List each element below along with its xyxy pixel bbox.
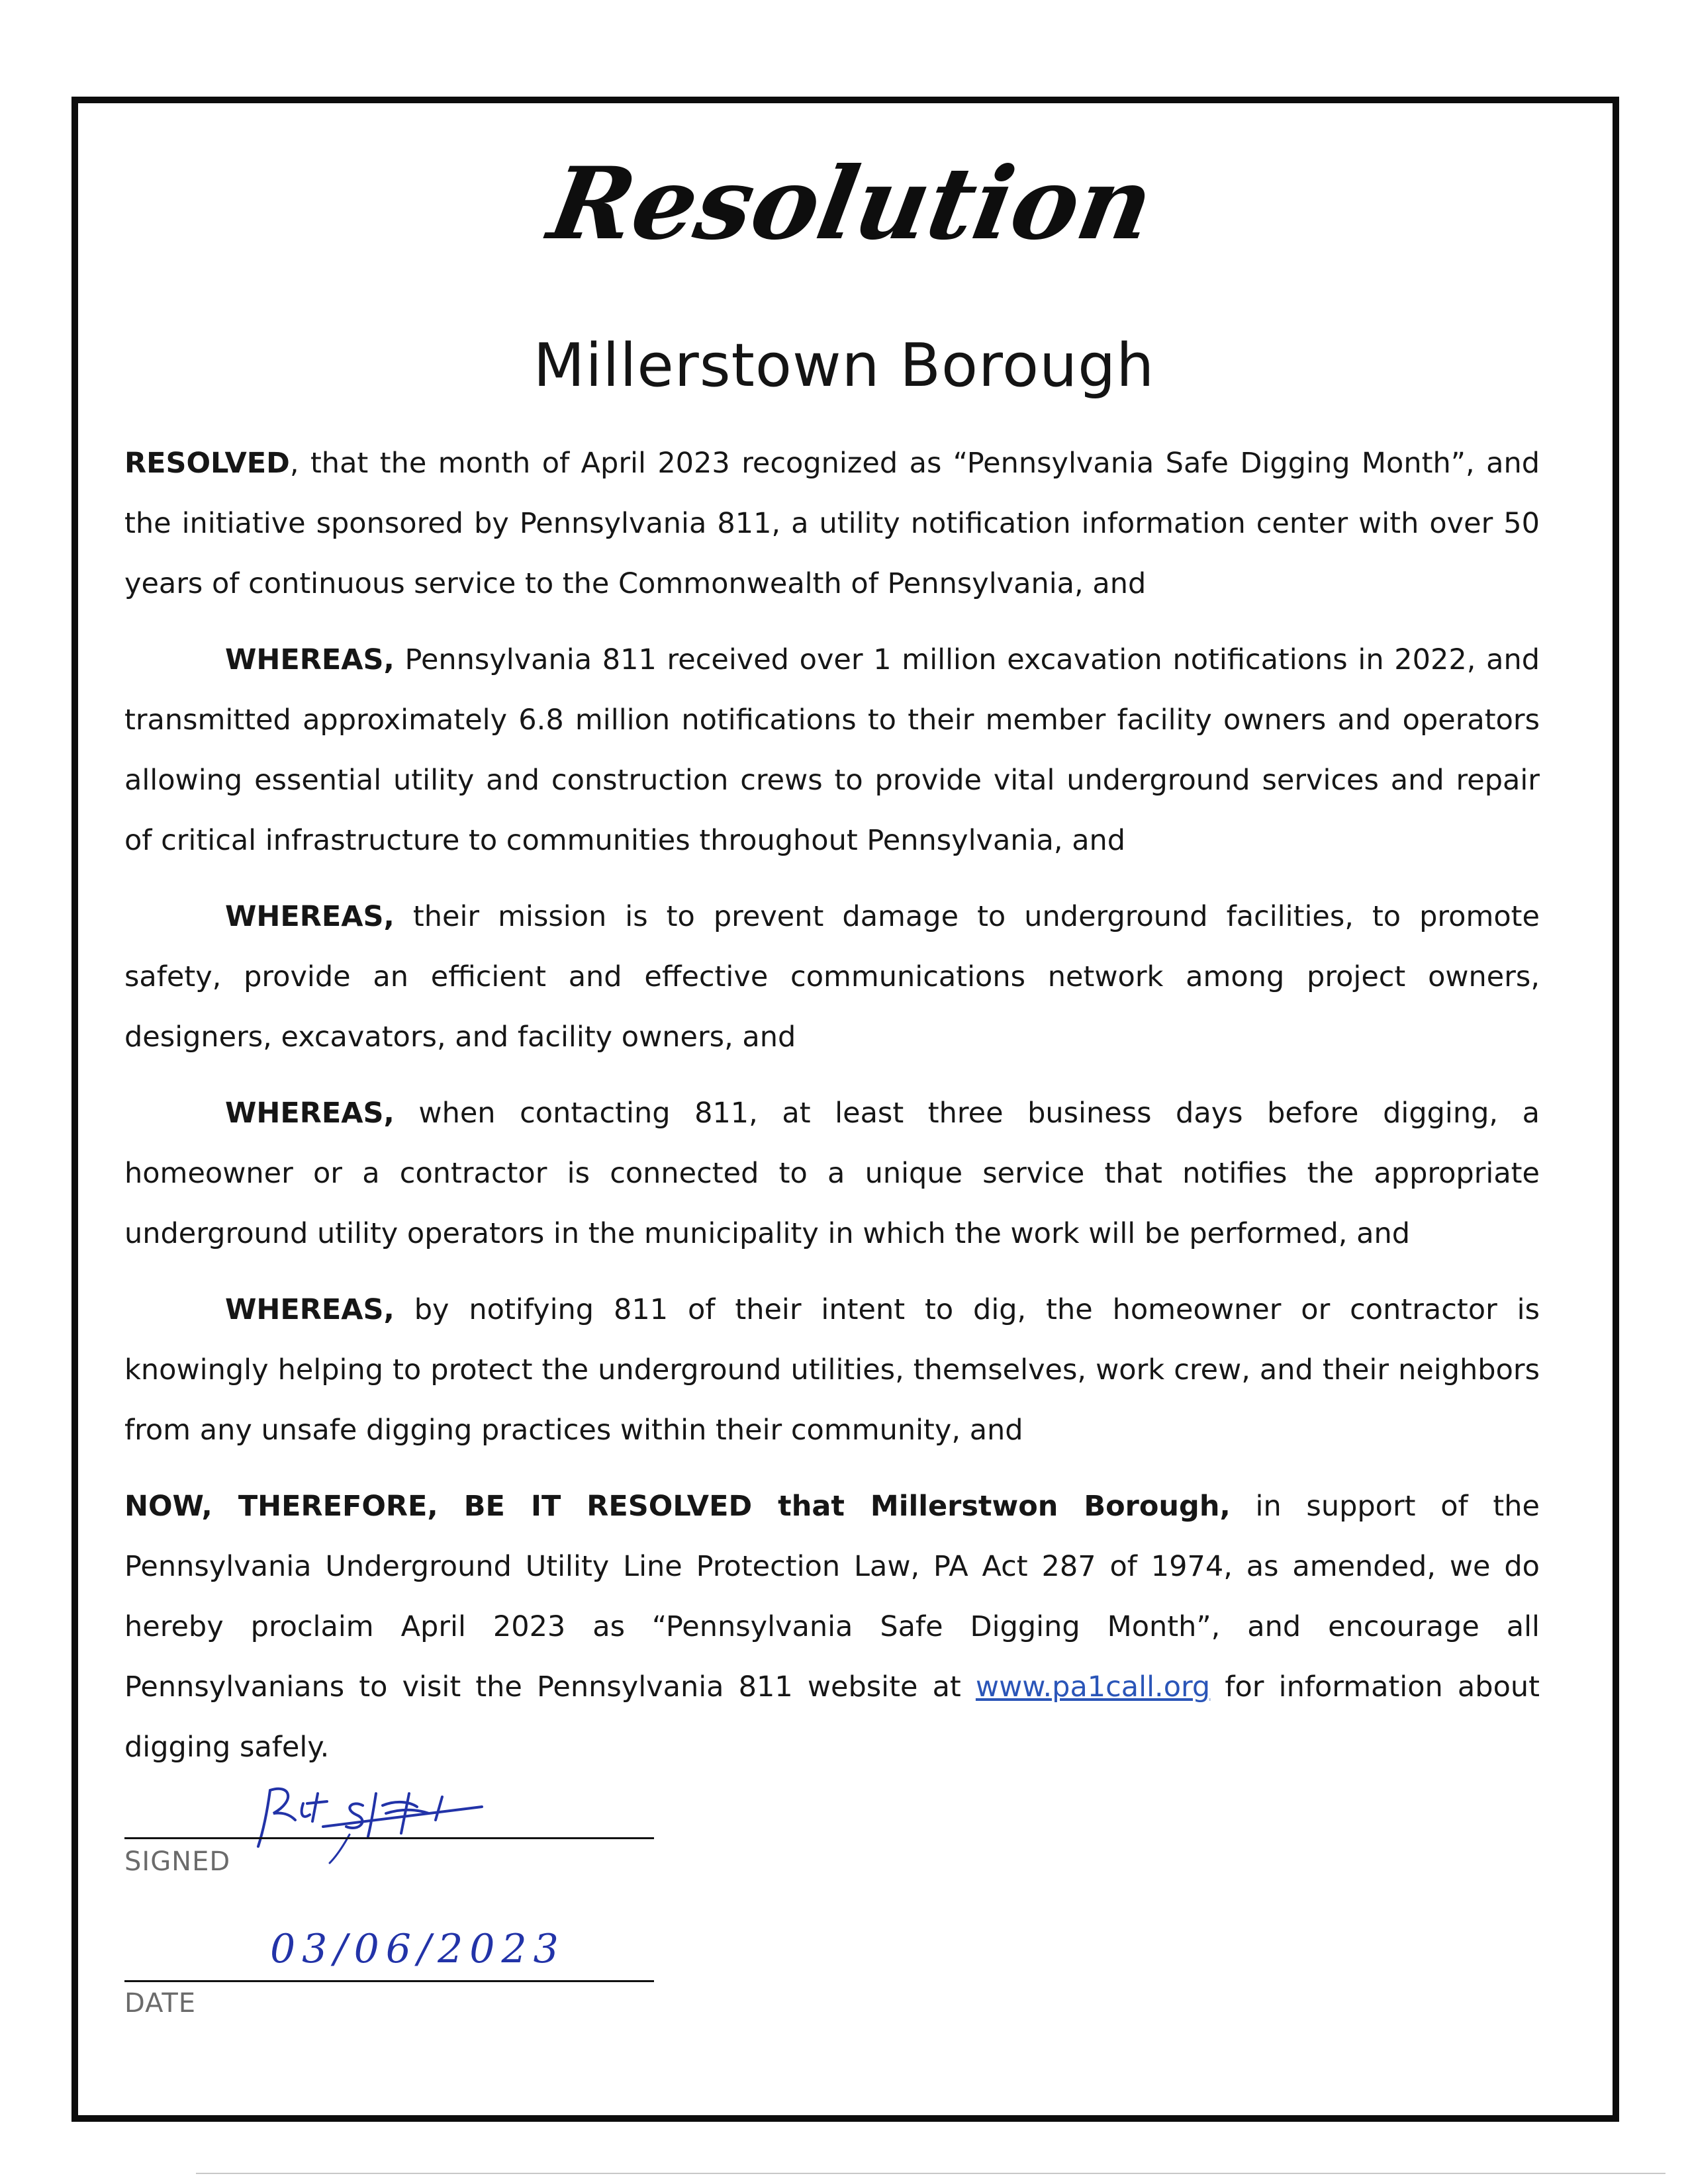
paragraph-text: by notifying 811 of their intent to dig, the homeowner or contractor is knowingly helping to protect the underground utilities, themselves, work crew, and their neighbors from any unsafe digging practices within their community, and <box>124 1293 1540 1447</box>
paragraph-text: , that the month of April 2023 recognized as “Pennsylvania Safe Digging Month”, and the initiative sponsored by Pennsylvania 811, a utility notification information center with over 50 years of continuous service to the Commonwealth of Pennsylvania, and <box>124 447 1540 600</box>
paragraph-text: Pennsylvania 811 received over 1 million excavation notifications in 2022, and transmitted approximately 6.8 million notifications to their member facility owners and operators allowing essential utility and construction crews to provide vital underground services and repair of critical infrastructure to communities throughout Pennsylvania, and <box>124 643 1540 857</box>
paragraph-whereas-notifications <box>124 630 1540 871</box>
resolution-body <box>124 433 1540 1794</box>
handwritten-signature <box>244 1774 601 1873</box>
date-line <box>124 1980 654 1982</box>
paragraph-text: for information about digging safely. <box>124 1670 1540 1764</box>
paragraph-lead: WHEREAS, <box>225 643 395 676</box>
handwritten-date: 03/06/2023 <box>270 1926 565 1972</box>
signature-line <box>124 1837 654 1839</box>
paragraph-now-therefore <box>124 1477 1540 1778</box>
paragraph-lead: WHEREAS, <box>225 1097 395 1130</box>
paragraph-lead: NOW, THEREFORE, BE IT RESOLVED that Millerstwon Borough, <box>124 1490 1231 1523</box>
resolution-heading <box>0 132 1688 278</box>
paragraph-text: in support of the Pennsylvania Underground Utility Line Protection Law, PA Act 287 of 1974, as amended, we do hereby proclaim April 2023 as “Pennsylvania Safe Digging Month”, and encourage all Pennsylvanians to visit the Pennsylvania 811 website at <box>124 1490 1540 1704</box>
resolution-heading-art <box>541 132 1162 278</box>
date-block <box>124 1919 654 2025</box>
paragraph-whereas-mission <box>124 887 1540 1068</box>
paragraph-text: when contacting 811, at least three business days before digging, a homeowner or a contractor is connected to a unique service that notifies the appropriate underground utility operators in the municipality in which the work will be performed, and <box>124 1097 1540 1250</box>
website-link[interactable]: www.pa1call.org <box>975 1670 1211 1704</box>
resolution-heading-text: Resolution <box>541 145 1162 262</box>
paragraph-whereas-notifying <box>124 1280 1540 1461</box>
footer-rule <box>196 2173 1665 2174</box>
signed-label: SIGNED <box>124 1846 231 1877</box>
paragraph-text: their mission is to prevent damage to underground facilities, to promote safety, provide an efficient and effective communications network among project owners, designers, excavators, and facility owners, and <box>124 900 1540 1054</box>
paragraph-lead: WHEREAS, <box>225 1293 395 1326</box>
paragraph-resolved <box>124 433 1540 614</box>
date-label: DATE <box>124 1988 197 2019</box>
paragraph-lead: WHEREAS, <box>225 900 395 933</box>
paragraph-whereas-contacting <box>124 1083 1540 1264</box>
organization-name: Millerstown Borough <box>533 331 1155 400</box>
paragraph-lead: RESOLVED <box>124 447 290 480</box>
signature-block <box>124 1774 654 1893</box>
